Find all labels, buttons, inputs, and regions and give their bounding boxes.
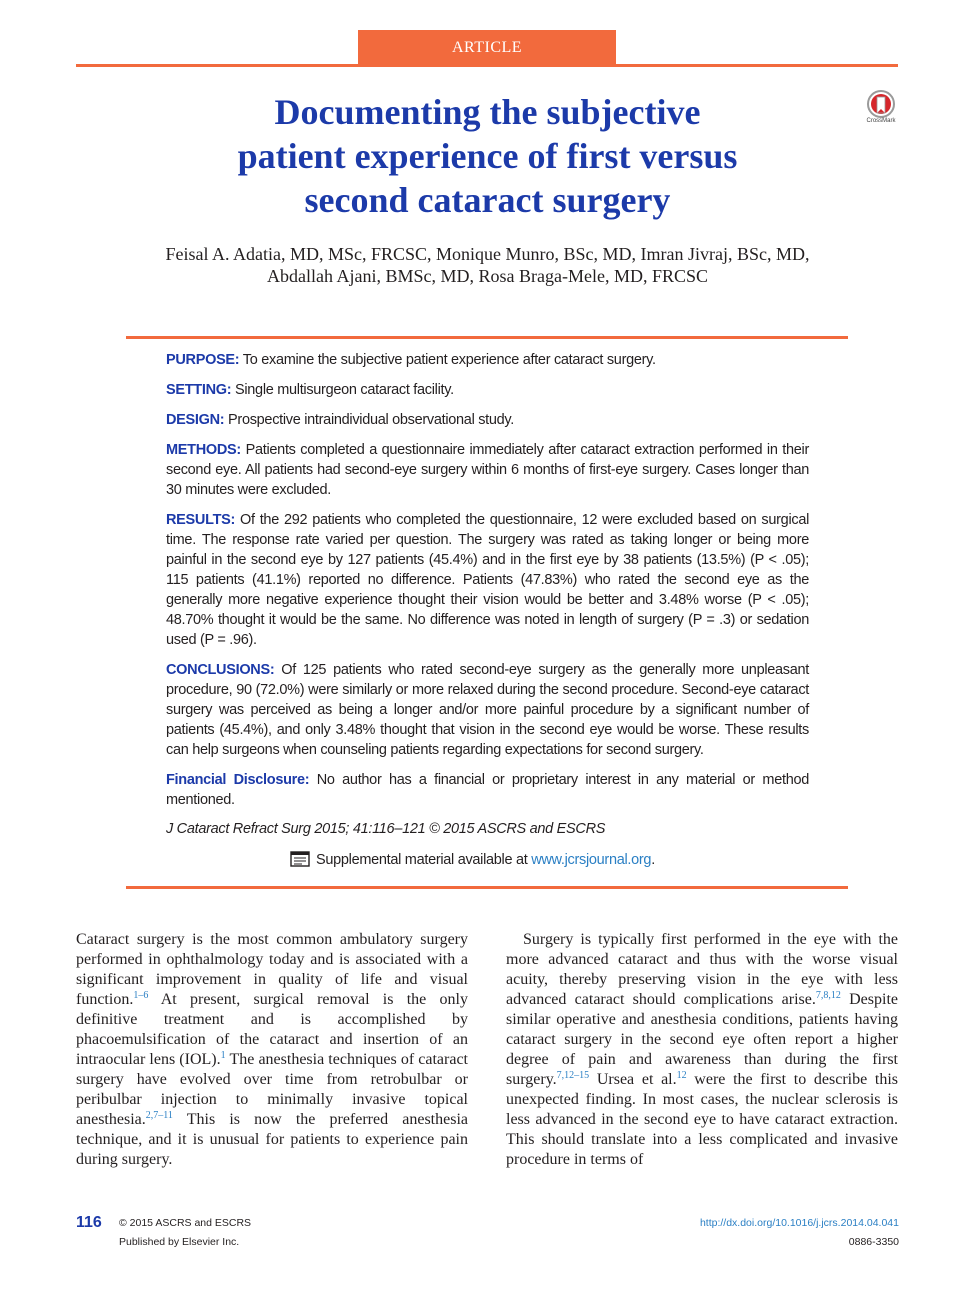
body-column-left	[76, 930, 468, 1170]
setting-text: Single multisurgeon cataract facility.	[231, 382, 454, 398]
supplemental-suffix: .	[651, 852, 655, 868]
right-text-b: Despite similar operative and anesthesia conditions, patients having cataract surgery in the second eye often report a higher degree of pain and awareness than during the first surgery.	[506, 991, 899, 1088]
supplemental-link[interactable]: www.jcrsjournal.org	[531, 852, 652, 868]
abstract-rule-top	[126, 336, 848, 339]
disclosure-label: Financial Disclosure:	[166, 772, 310, 788]
abstract-conclusions	[166, 660, 809, 760]
design-label: DESIGN:	[166, 412, 225, 428]
title-line-3: second cataract surgery	[304, 180, 671, 220]
abstract	[166, 350, 809, 820]
abstract-methods	[166, 440, 809, 500]
author-list	[110, 243, 865, 287]
ref-link[interactable]: 7,8,12	[815, 990, 841, 1001]
results-label: RESULTS:	[166, 512, 236, 528]
footer-publisher: Published by Elsevier Inc.	[119, 1236, 240, 1248]
abstract-purpose	[166, 350, 809, 370]
design-text: Prospective intraindividual observational study.	[224, 412, 515, 428]
purpose-label: PURPOSE:	[166, 352, 240, 368]
title-line-1: Documenting the subjective	[274, 92, 701, 132]
ref-link[interactable]: 12	[676, 1070, 687, 1081]
ref-link[interactable]: 1–6	[133, 990, 149, 1001]
supplemental-note	[290, 850, 810, 870]
authors-line-1: Feisal A. Adatia, MD, MSc, FRCSC, Monique Munro, BSc, MD, Imran Jivraj, BSc, MD,	[165, 244, 810, 264]
article-title	[150, 90, 825, 222]
header-rule	[76, 64, 898, 67]
abstract-results	[166, 510, 809, 650]
journal-citation: J Cataract Refract Surg 2015; 41:116–121 © 2015 ASCRS and ESCRS	[166, 821, 606, 837]
conclusions-label: CONCLUSIONS:	[166, 662, 275, 678]
right-text-c: Ursea et al.	[589, 1071, 677, 1088]
section-label: ARTICLE	[358, 30, 616, 66]
disclosure-text: No author has a financial or proprietary interest in any material or method mentioned.	[166, 772, 809, 808]
left-text-d: This is now the preferred anesthesia technique, and it is unusual for patients to experience pain during surgery.	[76, 1111, 468, 1168]
abstract-design	[166, 410, 809, 430]
ref-link[interactable]: 1	[220, 1050, 226, 1061]
right-text-d: were the first to describe this unexpected finding. In most cases, the nuclear sclerosis is less advanced in the second eye to have cataract extraction. This should translate into a less complicated and invasive procedure in terms of	[506, 1071, 899, 1168]
body-column-right	[506, 930, 898, 1170]
supplemental-prefix: Supplemental material available at	[316, 852, 532, 868]
left-text-b: At present, surgical removal is the only definitive treatment and is accomplished by phacoemulsification of the cataract and insertion of an intraocular lens (IOL).	[76, 991, 468, 1068]
crossmark-label: CrossMark	[866, 118, 896, 124]
doi-link[interactable]: http://dx.doi.org/10.1016/j.jcrs.2014.04.041	[699, 1217, 899, 1229]
ref-link[interactable]: 2,7–11	[145, 1110, 173, 1121]
footer-issn: 0886-3350	[848, 1236, 899, 1248]
ref-link[interactable]: 7,12–15	[556, 1070, 590, 1081]
footer-copyright: © 2015 ASCRS and ESCRS	[119, 1217, 252, 1229]
left-text-c: The anesthesia techniques of cataract surgery have evolved over time from retrobulbar or peribulbar injection to minimally invasive topical anesthesia.	[76, 1051, 469, 1128]
methods-label: METHODS:	[166, 442, 241, 458]
supplemental-document-icon	[290, 851, 310, 867]
left-text-a: Cataract surgery is the most common ambulatory surgery performed in ophthalmology today and is associated with a significant improvement in quality of life and visual function.	[76, 931, 468, 1008]
methods-text: Patients completed a questionnaire immediately after cataract extraction performed in their second eye. All patients had second-eye surgery within 6 months of first-eye surgery. Cases longer than 30 minutes were excluded.	[166, 442, 809, 498]
abstract-disclosure	[166, 770, 809, 810]
abstract-rule-bottom	[126, 886, 848, 889]
page-number: 116	[76, 1214, 102, 1231]
authors-line-2: Abdallah Ajani, BMSc, MD, Rosa Braga-Mele, MD, FRCSC	[267, 266, 708, 286]
purpose-text: To examine the subjective patient experience after cataract surgery.	[239, 352, 656, 368]
setting-label: SETTING:	[166, 382, 232, 398]
conclusions-text: Of 125 patients who rated second-eye surgery as the generally more unpleasant procedure, 90 (72.0%) were similarly or more relaxed during the second procedure. Second-eye cataract surgery was perceived as being a longer and/or more painful procedure by a significant number of patients (45.4%), and only 3.48% thought that vision in the second eye would be worse. These results can help surgeons when counseling patients regarding expectations for second surgery.	[166, 662, 809, 758]
right-text-a: Surgery is typically first performed in the eye with the more advanced cataract and thus with the worse visual acuity, thereby preserving vision in the eye with less advanced cataract should complications arise.	[506, 931, 898, 1008]
abstract-setting	[166, 380, 809, 400]
title-line-2: patient experience of first versus	[237, 136, 738, 176]
results-text: Of the 292 patients who completed the questionnaire, 12 were excluded based on surgical time. The response rate varied per question. The surgery was rated as taking longer or being more painful in the second eye by 127 patients (45.4%) and in the first eye by 38 patients (13.5%) (P < .05); 115 patients (41.1%) reported no difference. Patients (47.83%) who rated the second eye as the generally more negative experience thought their vision would be better and 3.48% worse (P < .05); 48.70% thought it would be the same. No difference was noted in length of surgery (P = .3) or sedation used (P = .96).	[166, 512, 809, 648]
